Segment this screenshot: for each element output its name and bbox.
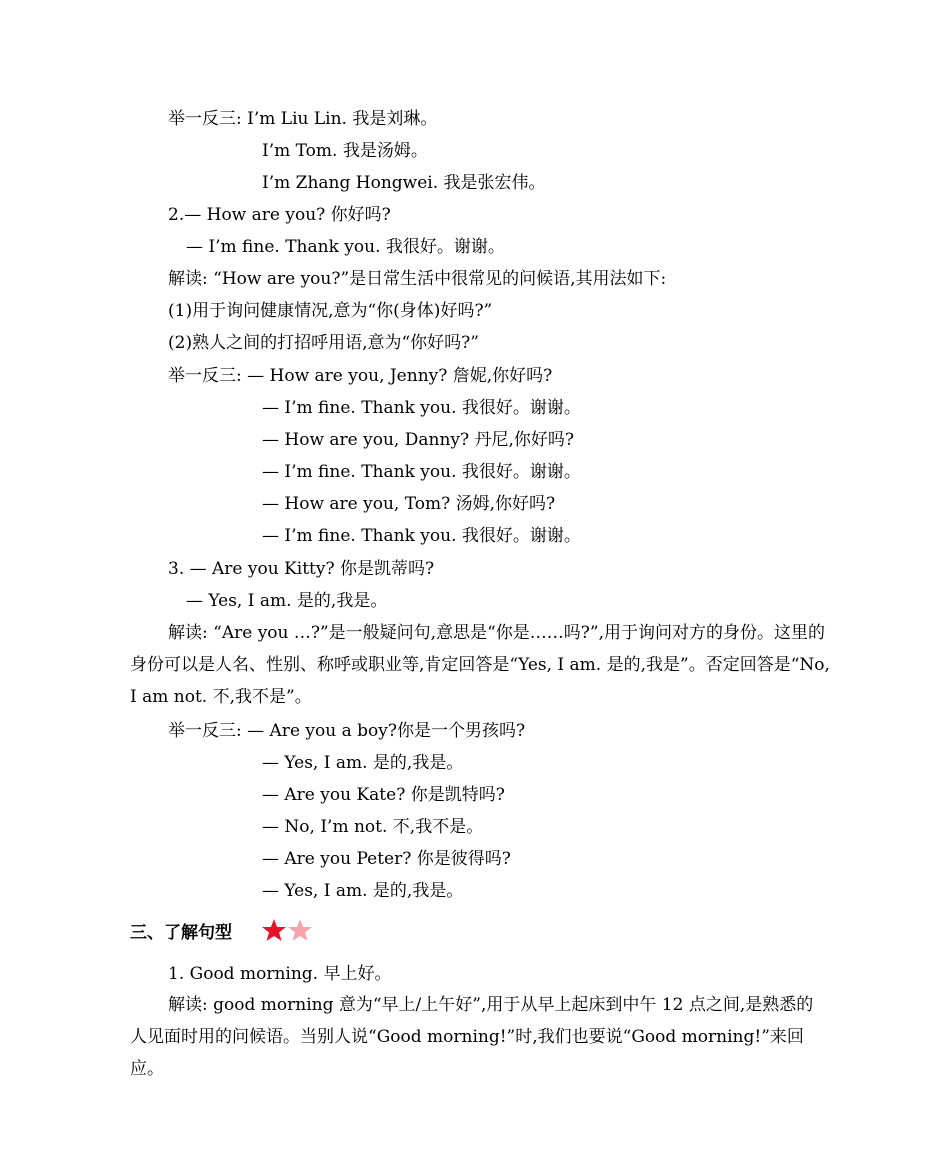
text-line: — Yes, I am. 是的,我是。 [262,753,464,773]
text-line: — Yes, I am. 是的,我是。 [186,591,388,611]
star-icon [288,919,312,941]
text-line: — Are you Peter? 你是彼得吗? [262,849,511,869]
text-line: I’m Tom. 我是汤姆。 [262,141,428,161]
star-icon [262,919,286,941]
text-line: 解读: “How are you?”是日常生活中很常见的问候语,其用法如下: [168,269,667,289]
text-line: 2.— How are you? 你好吗? [168,205,391,225]
text-line: 1. Good morning. 早上好。 [168,964,392,984]
rating-stars [262,918,316,944]
text-line: (2)熟人之间的打招呼用语,意为“你好吗?” [168,333,479,353]
text-line: 举一反三: — How are you, Jenny? 詹妮,你好吗? [168,366,553,386]
text-line: — I’m fine. Thank you. 我很好。谢谢。 [262,398,581,418]
text-line: — I’m fine. Thank you. 我很好。谢谢。 [186,237,505,257]
text-line: — I’m fine. Thank you. 我很好。谢谢。 [262,526,581,546]
text-line: — Yes, I am. 是的,我是。 [262,881,464,901]
paragraph: 解读: good morning 意为“早上/上午好”,用于从早上起床到中午 12 点之间,是熟悉的人见面时用的问候语。当别人说“Good morning!”时,我们也要说“Good morning!”来回应。 [130,995,814,1079]
text-line: 举一反三: I’m Liu Lin. 我是刘琳。 [168,109,438,129]
text-line: — Are you Kate? 你是凯特吗? [262,785,505,805]
text-line: — No, I’m not. 不,我不是。 [262,817,484,837]
section-heading: 三、了解句型 [130,923,232,943]
text-line: — How are you, Danny? 丹尼,你好吗? [262,430,575,450]
text-line: 3. — Are you Kitty? 你是凯蒂吗? [168,559,435,579]
text-line: I’m Zhang Hongwei. 我是张宏伟。 [262,173,546,193]
paragraph: 解读: “Are you …?”是一般疑问句,意思是“你是……吗?”,用于询问对方的身份。这里的身份可以是人名、性别、称呼或职业等,肯定回答是“Yes, I am. 是的,我是”。否定回答是“No, I am not. 不,我不是”。 [130,623,830,707]
text-line: 举一反三: — Are you a boy?你是一个男孩吗? [168,721,526,741]
text-line: (1)用于询问健康情况,意为“你(身体)好吗?” [168,301,493,321]
text-line: — I’m fine. Thank you. 我很好。谢谢。 [262,462,581,482]
text-line: — How are you, Tom? 汤姆,你好吗? [262,494,556,514]
